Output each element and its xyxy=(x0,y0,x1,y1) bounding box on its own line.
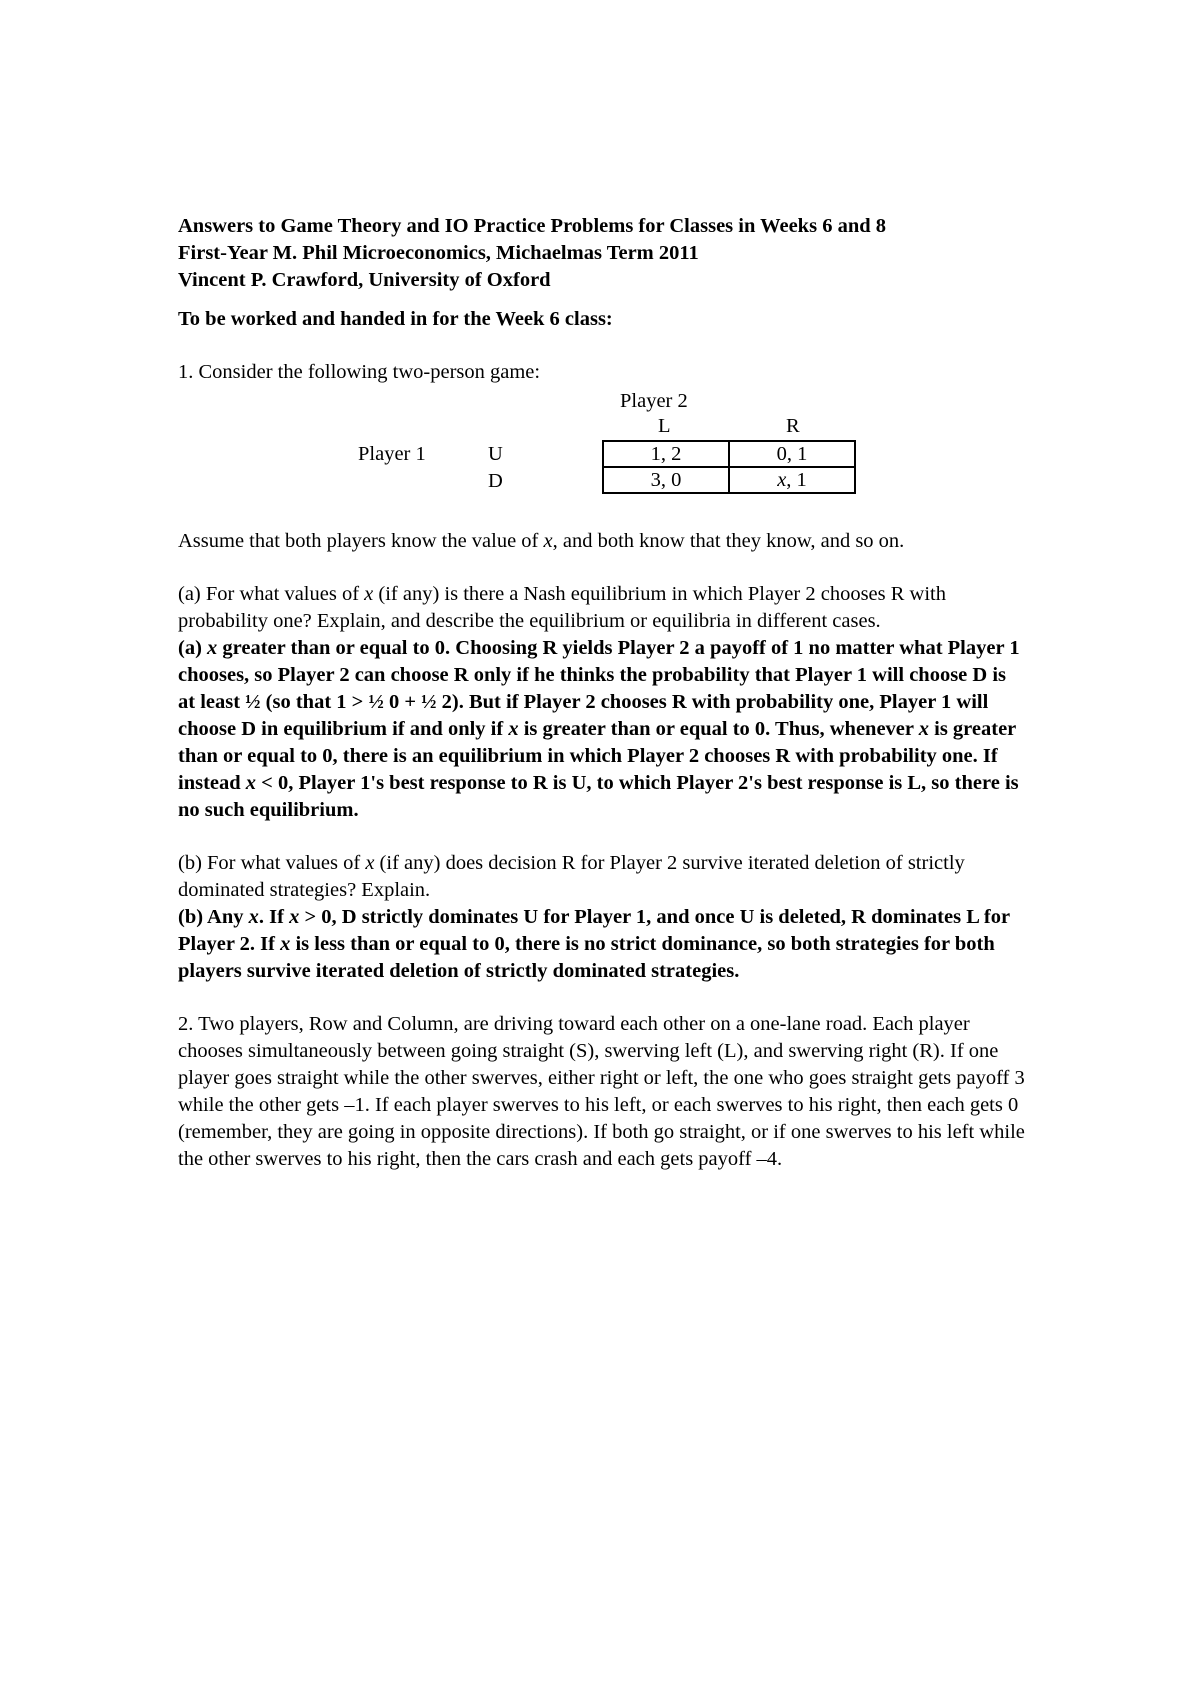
variable-x: x xyxy=(289,906,300,928)
payoff-matrix xyxy=(602,440,856,494)
variable-x: x xyxy=(207,637,218,659)
text-run: is greater than or equal to 0, there is an equilibrium in which Player 2 chooses R with probability one. If instead xyxy=(178,718,1016,794)
variable-x: x xyxy=(365,852,375,874)
question-1b xyxy=(178,850,1028,904)
assumption-text xyxy=(178,528,1028,555)
payoff-cell-DL: 3, 0 xyxy=(603,467,729,493)
question-2: 2. Two players, Row and Column, are driving toward each other on a one-lane road. Each player chooses simultaneously between going straight (S), swerving left (L), and swerving right (R). If one player goes straight while the other swerves, either right or left, the one who goes straight gets payoff 3 while the other gets –1. If each player swerves to his left, or each swerves to his right, then each gets 0 (remember, they are going in opposite directions). If both go straight, or if one swerves to his left while the other swerves to his right, then the cars crash and each gets payoff –4. xyxy=(178,1013,1025,1170)
game-matrix-block xyxy=(178,388,1028,506)
answer-1b xyxy=(178,904,1028,985)
text-run: (b) For what values of xyxy=(178,852,366,874)
matrix-row-D xyxy=(603,467,855,493)
answer-1a xyxy=(178,635,1028,824)
text-run: > 0, D strictly dominates U for Player 1, and once U is deleted, R dominates L for Player 2. If xyxy=(178,906,1010,955)
text-run: < 0, Player 1's best response to R is U, to which Player 2's best response is L, so there is no such equilibrium. xyxy=(178,772,1019,821)
doc-author: Vincent P. Crawford, University of Oxford xyxy=(178,269,551,291)
payoff-cell-UR: 0, 1 xyxy=(729,441,855,467)
text-run: is less than or equal to 0, there is no strict dominance, so both strategies for both players survive iterated deletion of strictly dominated strategies. xyxy=(178,933,995,982)
text-run: , and both know that they know, and so on. xyxy=(552,530,905,552)
matrix-row-U xyxy=(603,441,855,467)
column-label-L: L xyxy=(658,415,671,437)
text-run: (b) Any xyxy=(178,906,249,928)
column-player-label: Player 2 xyxy=(620,390,688,412)
row-label-D: D xyxy=(488,470,503,492)
doc-course: First-Year M. Phil Microeconomics, Michaelmas Term 2011 xyxy=(178,242,699,264)
document-page xyxy=(178,213,1028,1173)
variable-x: x xyxy=(245,772,257,794)
payoff-cell-DR-rest: , 1 xyxy=(786,469,807,491)
text-run: Assume that both players know the value of xyxy=(178,530,544,552)
variable-x: x xyxy=(543,530,553,552)
question-1a xyxy=(178,581,1028,635)
payoff-cell-DR xyxy=(729,467,855,493)
row-player-label: Player 1 xyxy=(358,443,426,465)
text-run: (if any) is there a Nash equilibrium in which Player 2 chooses R with probability one? Explain, and describe the equilibrium or equilibria in different cases. xyxy=(178,583,947,632)
variable-x: x xyxy=(918,718,929,740)
doc-title: Answers to Game Theory and IO Practice Problems for Classes in Weeks 6 and 8 xyxy=(178,215,886,237)
text-run: (a) For what values of xyxy=(178,583,365,605)
text-run: (a) xyxy=(178,637,208,659)
column-label-R: R xyxy=(786,415,800,437)
variable-x: x xyxy=(280,933,291,955)
variable-x: x xyxy=(364,583,374,605)
text-run: is greater than or equal to 0. Thus, whenever xyxy=(518,718,919,740)
variable-x: x xyxy=(248,906,259,928)
row-label-U: U xyxy=(488,443,503,465)
variable-x: x xyxy=(508,718,519,740)
section-heading: To be worked and handed in for the Week 6 class: xyxy=(178,308,613,330)
payoff-cell-UL: 1, 2 xyxy=(603,441,729,467)
text-run: greater than or equal to 0. Choosing R yields Player 2 a payoff of 1 no matter what Player 1 chooses, so Player 2 can choose R only if he thinks the probability that Player 1 will choose D is at least ½ (so that 1 > ½ 0 + ½ 2). But if Player 2 chooses R with probability one, Player 1 will choose D in equilibrium if and only if xyxy=(178,637,1020,740)
text-run: (if any) does decision R for Player 2 survive iterated deletion of strictly dominated strategies? Explain. xyxy=(178,852,965,901)
question-1-intro: 1. Consider the following two-person game: xyxy=(178,361,541,383)
text-run: . If xyxy=(258,906,290,928)
variable-x: x xyxy=(777,469,787,491)
